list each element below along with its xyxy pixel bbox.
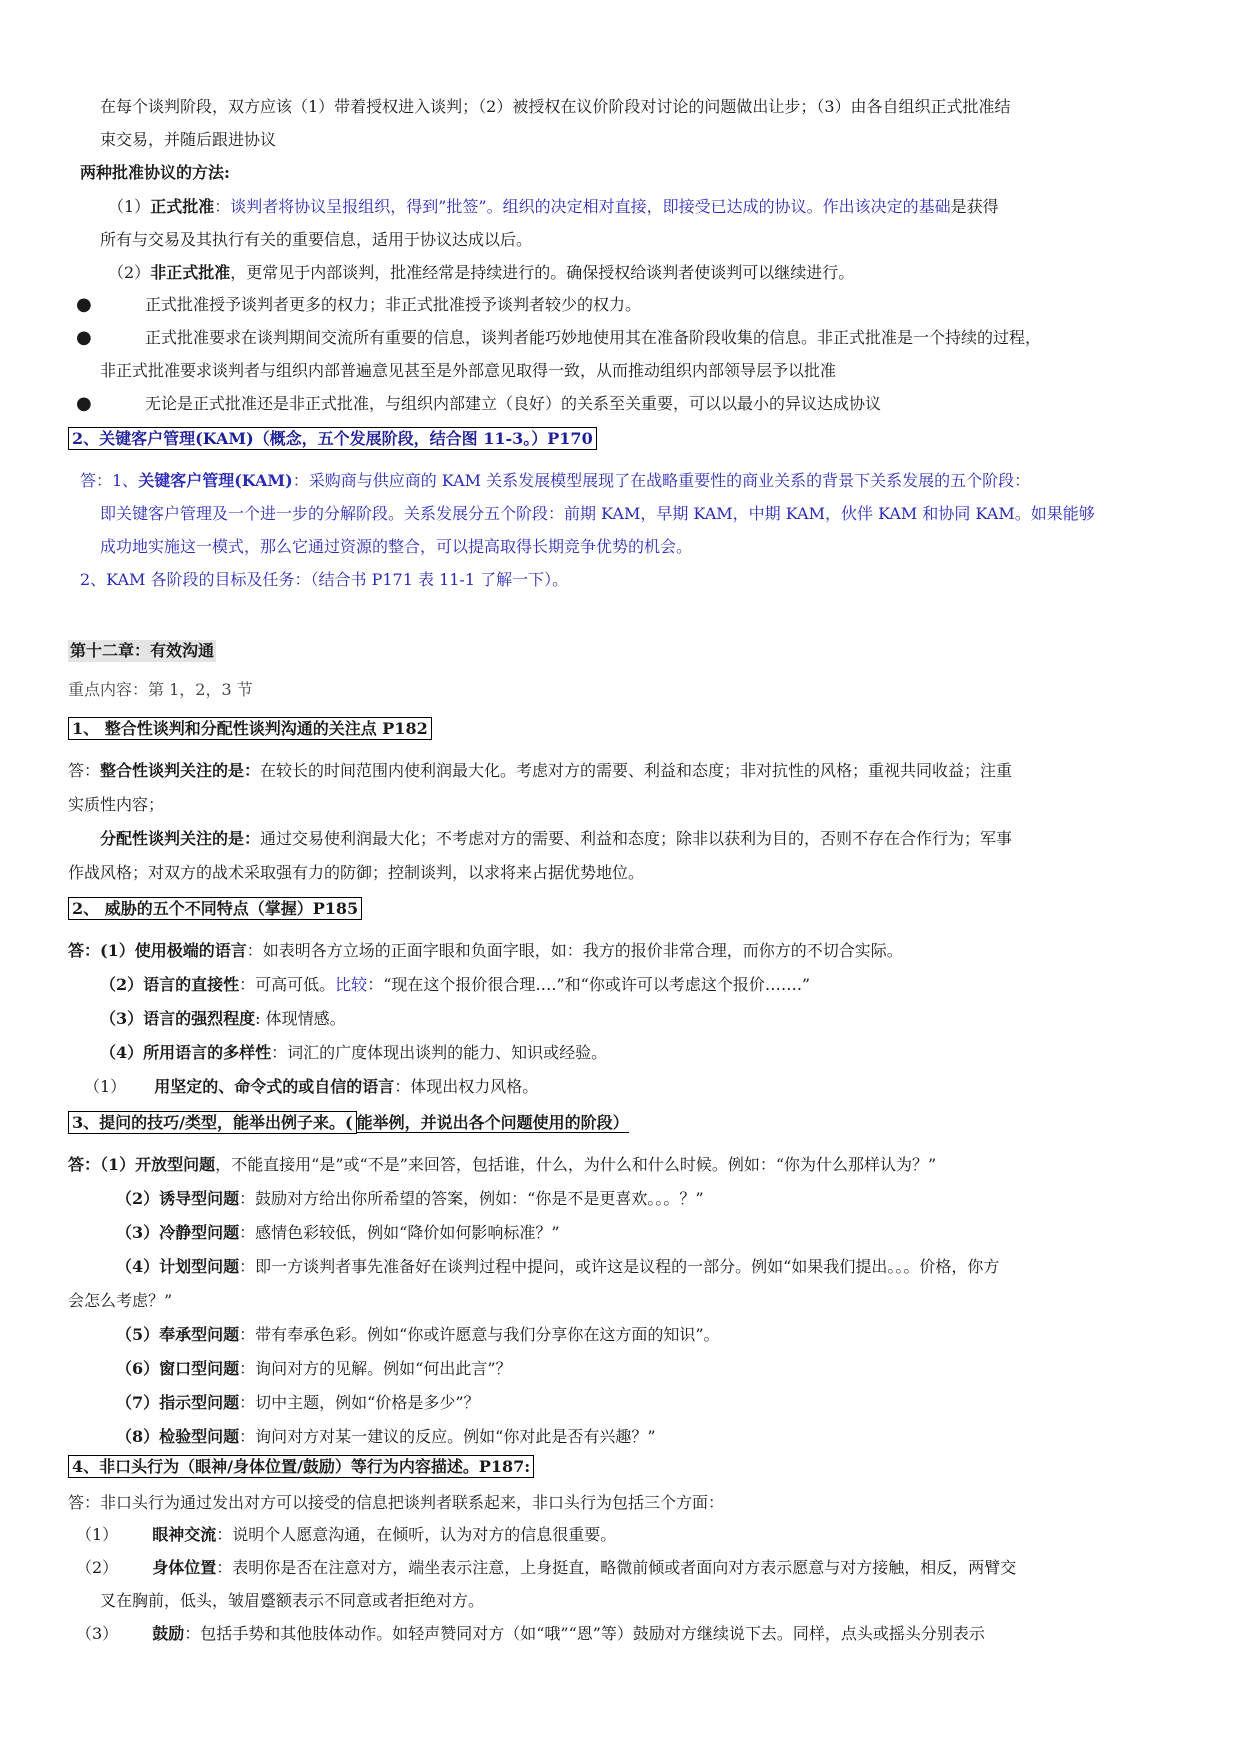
bullet-text: 正式批准要求在谈判期间交流所有重要的信息，谈判者能巧妙地使用其在准备阶段收集的信息。非正式批准是一个持续的过程， — [145, 328, 1042, 347]
chapter-title: 第十二章：有效沟通 — [70, 641, 215, 660]
question-heading: 3、提问的技巧/类型，能举出例子来。( 能举例，并说出各个问题使用的阶段） — [68, 1112, 629, 1134]
answer-line: 叉在胸前，低头，皱眉蹙额表示不同意或者拒绝对方。 — [100, 1591, 485, 1610]
answer-line: 答：整合性谈判关注的是：在较长的时间范围内使利润最大化。考虑对方的需要、利益和态度；非对抗性的风格；重视共同收益；注重 — [68, 761, 1013, 780]
answer-line: （8）检验型问题：询问对方对某一建议的反应。例如“你对此是否有兴趣？” — [116, 1427, 656, 1446]
bullet-icon: ● — [76, 294, 92, 315]
answer-line: （1） 用坚定的、命令式的或自信的语言：体现出权力风格。 — [84, 1077, 539, 1096]
question-heading: 2、 威胁的五个不同特点（掌握）P185 — [68, 898, 362, 920]
answer-line: 答：（1）开放型问题，不能直接用“是”或“不是”来回答，包括谁，什么，为什么和什么时候。例如：“你为什么那样认为？” — [68, 1155, 937, 1174]
answer-line: （3）冷静型问题：感情色彩较低，例如“降价如何影响标准？” — [116, 1223, 560, 1242]
answer-line: （3）语言的强烈程度: 体现情感。 — [100, 1009, 346, 1028]
answer-line: 作战风格；对双方的战术采取强有力的防御；控制谈判，以求将来占据优势地位。 — [68, 863, 645, 882]
bullet-text: 非正式批准要求谈判者与组织内部普遍意见甚至是外部意见取得一致，从而推动组织内部领导层予以批准 — [100, 361, 837, 380]
bullet-icon: ● — [76, 393, 92, 414]
answer-line: 答：非口头行为通过发出对方可以接受的信息把谈判者联系起来，非口头行为包括三个方面： — [68, 1493, 725, 1512]
kam-answer-line: 答：1、关键客户管理(KAM)：采购商与供应商的 KAM 关系发展模型展现了在战略重要性的商业关系的背景下关系发展的五个阶段： — [80, 471, 1031, 490]
answer-line: 分配性谈判关注的是：通过交易使利润最大化；不考虑对方的需要、利益和态度；除非以获利为目的，否则不存在合作行为；军事 — [100, 829, 1013, 848]
kam-answer-line: 即关键客户管理及一个进一步的分解阶段。关系发展分五个阶段：前期 KAM，早期 KAM，中期 KAM，伙伴 KAM 和协同 KAM。如果能够 — [100, 504, 1095, 523]
answer-line: （4）所用语言的多样性：词汇的广度体现出谈判的能力、知识或经验。 — [100, 1043, 608, 1062]
answer-line: （7）指示型问题：切中主题，例如“价格是多少”？ — [116, 1393, 480, 1412]
answer-line: （1） 眼神交流：说明个人愿意沟通，在倾听，认为对方的信息很重要。 — [76, 1525, 617, 1544]
paragraph-line: 所有与交易及其执行有关的重要信息，适用于协议达成以后。 — [100, 230, 533, 249]
kam-heading: 2、关键客户管理(KAM)（概念，五个发展阶段，结合图 11-3。）P170 — [68, 428, 597, 450]
answer-line: （2） 身体位置：表明你是否在注意对方，端坐表示注意，上身挺直，略微前倾或者面向对方表示愿意与对方接触，相反，两臂交 — [76, 1558, 1017, 1577]
informal-approval-line: （2）非正式批准，更常见于内部谈判，批准经常是持续进行的。确保授权给谈判者使谈判可以继续进行。 — [108, 263, 855, 282]
answer-line: （3） 鼓励：包括手势和其他肢体动作。如轻声赞同对方（如“哦”“恩”等）鼓励对方继续说下去。同样，点头或摇头分别表示 — [76, 1624, 985, 1643]
answer-line: （4）计划型问题：即一方谈判者事先准备好在谈判过程中提问，或许这是议程的一部分。例如“如果我们提出。。。价格，你方 — [116, 1257, 1000, 1276]
answer-line: 答：(1）使用极端的语言：如表明各方立场的正面字眼和负面字眼，如：我方的报价非常合理，而你方的不切合实际。 — [68, 941, 903, 960]
question-heading: 1、 整合性谈判和分配性谈判沟通的关注点 P182 — [68, 718, 432, 740]
bullet-icon: ● — [76, 327, 92, 348]
answer-line: 会怎么考虑？” — [68, 1291, 173, 1310]
paragraph-line: 束交易，并随后跟进协议 — [100, 130, 277, 149]
answer-line: 实质性内容； — [68, 795, 165, 814]
kam-answer-line: 成功地实施这一模式，那么它通过资源的整合，可以提高取得长期竞争优势的机会。 — [100, 537, 693, 556]
formal-approval-line: （1）正式批准：谈判者将协议呈报组织，得到”批签”。组织的决定相对直接，即接受已达成的协议。作出该决定的基础是获得 — [108, 197, 999, 216]
kam-answer-line: 2、KAM 各阶段的目标及任务：（结合书 P171 表 11-1 了解一下）。 — [80, 570, 569, 589]
question-heading: 4、非口头行为（眼神/身体位置/鼓励）等行为内容描述。P187: — [68, 1456, 534, 1478]
bullet-text: 无论是正式批准还是非正式批准，与组织内部建立（良好）的关系至关重要，可以以最小的异议达成协议 — [145, 394, 882, 413]
chapter-focus: 重点内容：第 1，2，3 节 — [68, 680, 253, 699]
answer-line: （2）语言的直接性：可高可低。比较：“现在这个报价很合理….”和“你或许可以考虑这个报价…….” — [100, 975, 811, 994]
paragraph-line: 在每个谈判阶段，双方应该（1）带着授权进入谈判；（2）被授权在议价阶段对讨论的问题做出让步；（3）由各自组织正式批准结 — [100, 97, 1011, 116]
bullet-text: 正式批准授予谈判者更多的权力；非正式批准授予谈判者较少的权力。 — [145, 295, 642, 314]
answer-line: （5）奉承型问题：带有奉承色彩。例如“你或许愿意与我们分享你在这方面的知识”。 — [116, 1325, 720, 1344]
section-heading: 两种批准协议的方法: — [80, 163, 230, 182]
answer-line: （6）窗口型问题：询问对方的见解。例如“何出此言”？ — [116, 1359, 512, 1378]
answer-line: （2）诱导型问题：鼓励对方给出你所希望的答案，例如：“你是不是更喜欢。。。？” — [116, 1189, 704, 1208]
